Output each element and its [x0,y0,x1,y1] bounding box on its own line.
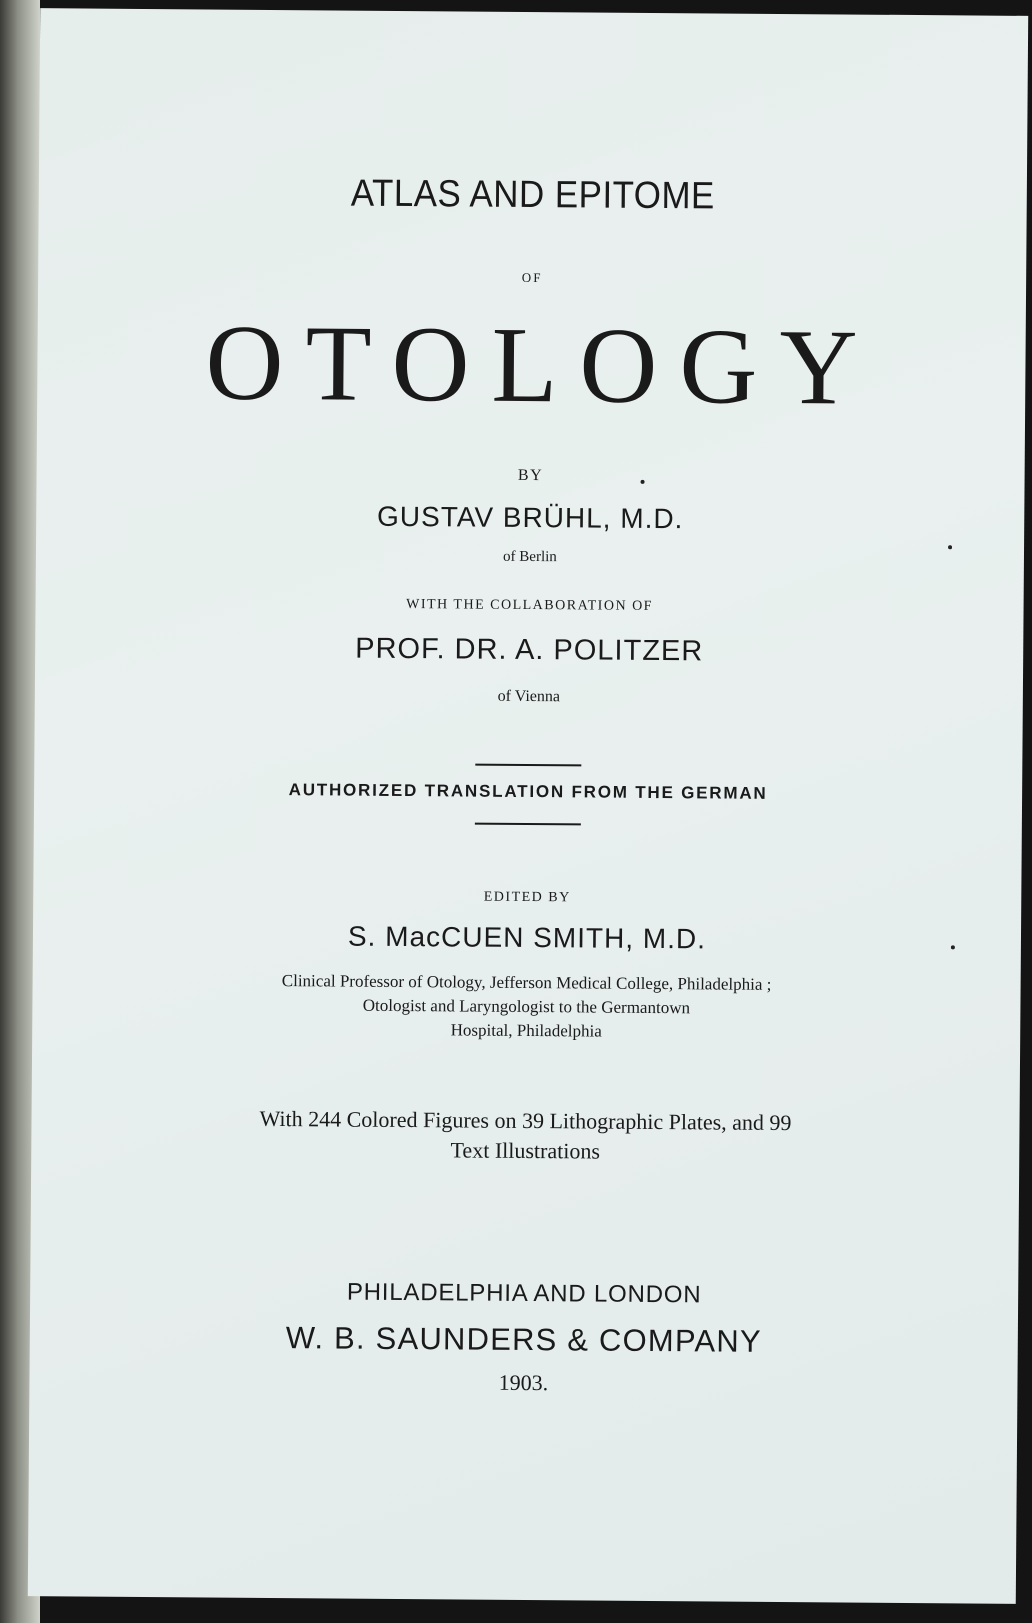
edited-label: EDITED BY [483,889,571,906]
divider-rule-bottom [475,823,581,826]
series-title: ATLAS AND EPITOME [350,172,715,218]
illustrations-note-line: Text Illustrations [450,1137,601,1164]
editor-name: S. MacCUEN SMITH, M.D. [347,920,707,955]
paper-speck [951,945,955,949]
title-page [28,8,1028,1604]
collaboration-label: WITH THE COLLABORATION OF [406,597,654,614]
author-city: of Berlin [503,548,557,566]
collaborator-city: of Vienna [497,687,561,706]
paper-speck [948,545,952,549]
author-name: GUSTAV BRÜHL, M.D. [376,500,684,535]
editor-credential-line: Clinical Professor of Otology, Jefferson Medical College, Philadelphia ; [281,971,772,994]
of-label: OF [521,269,543,286]
translation-note: AUTHORIZED TRANSLATION FROM THE GERMAN [288,780,768,803]
by-label: BY [517,466,544,485]
illustrations-note-line: With 244 Colored Figures on 39 Lithographic Plates, and 99 [259,1105,792,1136]
editor-credential-line: Otologist and Laryngologist to the Germantown [362,995,691,1018]
collaborator-name: PROF. DR. A. POLITZER [355,632,704,668]
book-title: OTOLOGY [205,303,880,428]
paper-speck [641,480,645,484]
editor-credential-line: Hospital, Philadelphia [450,1020,602,1041]
publisher-name: W. B. SAUNDERS & COMPANY [285,1320,762,1359]
publication-year: 1903. [498,1369,549,1396]
publisher-place: PHILADELPHIA AND LONDON [346,1278,702,1309]
divider-rule-top [475,764,581,767]
